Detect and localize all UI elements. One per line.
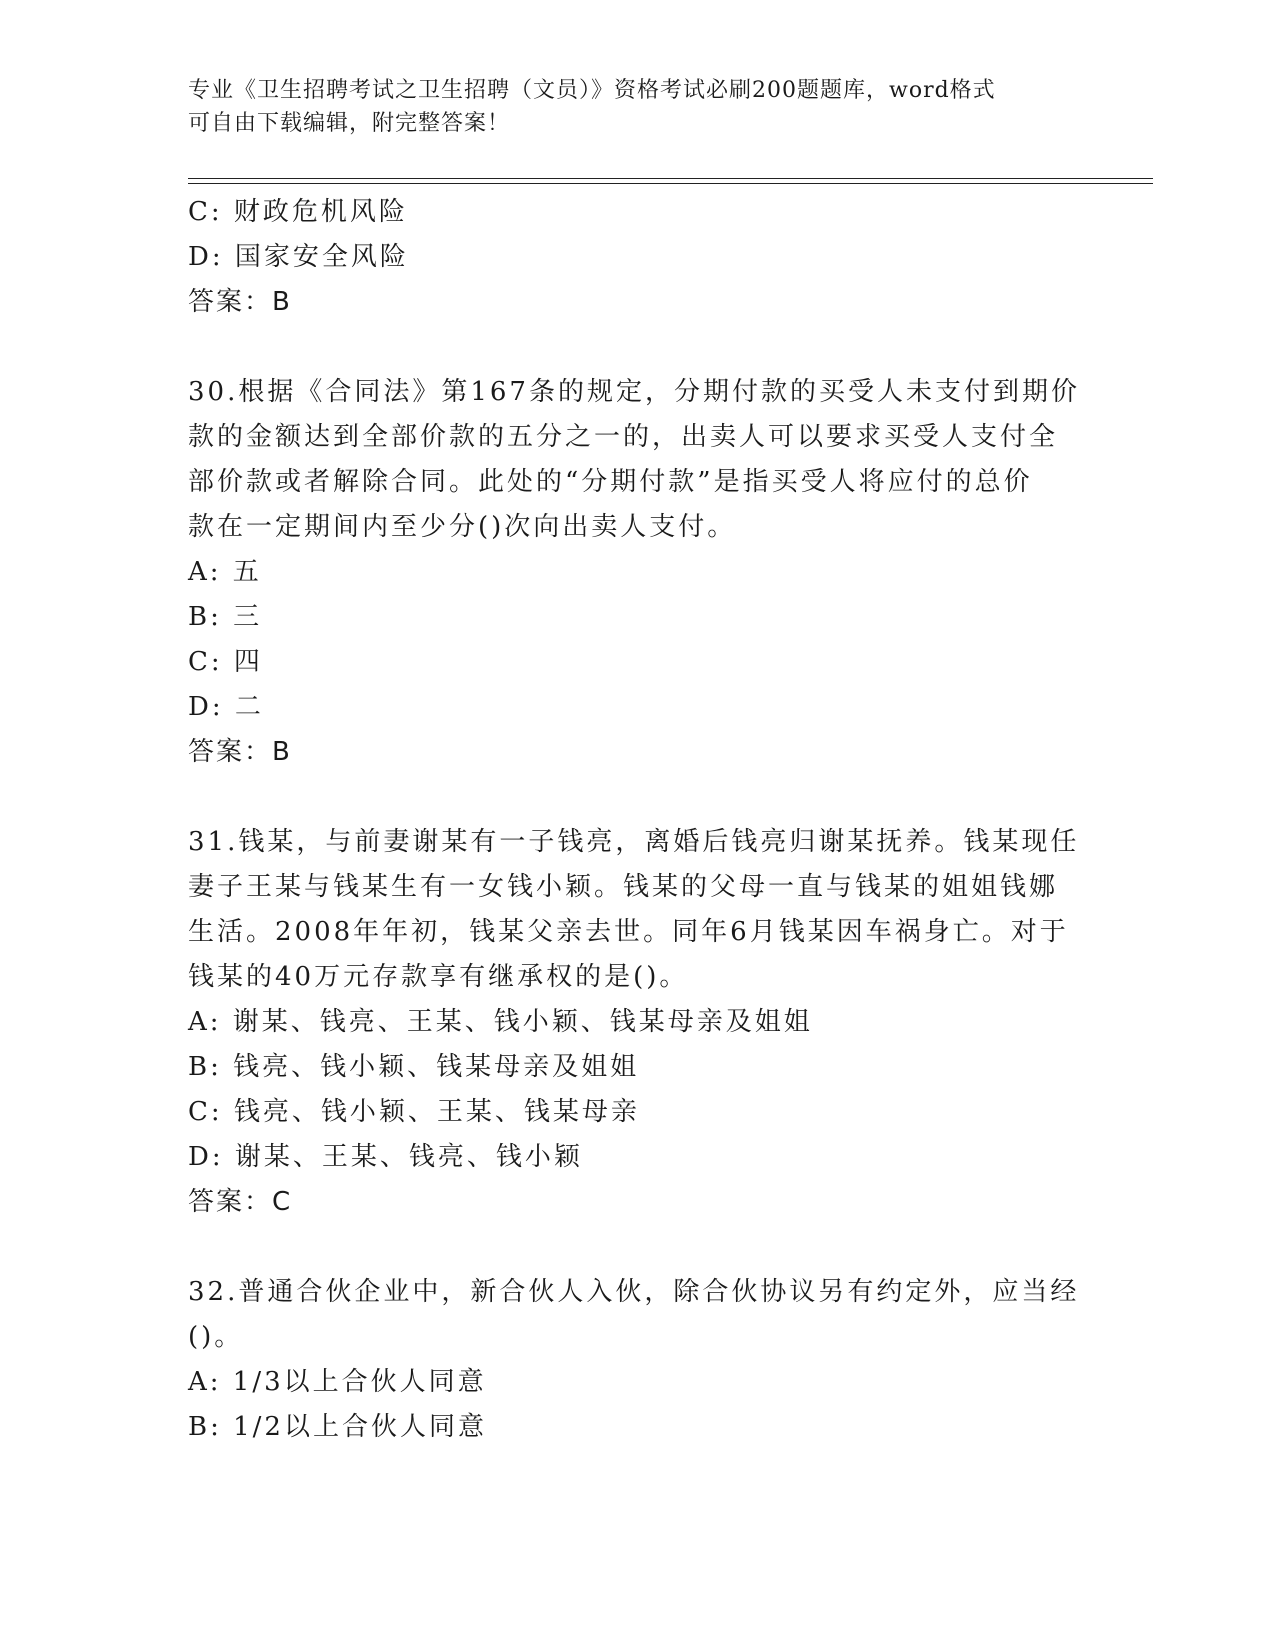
option-a: A: 谢某、钱亮、王某、钱小颖、钱某母亲及姐姐 (188, 1007, 813, 1037)
stem-line: 款在一定期间内至少分()次向出卖人支付。 (188, 512, 737, 542)
stem-line: 30.根据《合同法》第167条的规定，分期付款的买受人未支付到期价 (188, 377, 1080, 407)
question-32 (188, 1270, 1153, 1450)
document-page (188, 0, 1153, 1650)
option-d: D: 谢某、王某、钱亮、钱小颖 (188, 1142, 583, 1172)
header-line-1: 专业《卫生招聘考试之卫生招聘（文员）》资格考试必刷200题题库，word格式 (188, 78, 996, 103)
question-30 (188, 370, 1153, 775)
question-31 (188, 820, 1153, 1225)
header-rule-bottom (188, 183, 1153, 184)
option-c: C: 财政危机风险 (188, 197, 408, 227)
answer-line: 答案：B (188, 287, 292, 317)
previous-question-tail (188, 190, 1153, 325)
option-c: C: 钱亮、钱小颖、王某、钱某母亲 (188, 1097, 640, 1127)
question-stem (188, 370, 1153, 550)
option-d: D: 二 (188, 692, 264, 722)
stem-line: 妻子王某与钱某生有一女钱小颖。钱某的父母一直与钱某的姐姐钱娜 (188, 872, 1059, 902)
header-rule-top (188, 178, 1153, 179)
stem-line: 生活。2008年年初，钱某父亲去世。同年6月钱某因车祸身亡。对于 (188, 917, 1069, 947)
option-d: D: 国家安全风险 (188, 242, 409, 272)
document-content (188, 190, 1153, 1450)
stem-line: 钱某的40万元存款享有继承权的是()。 (188, 962, 689, 992)
page-header (188, 74, 1068, 140)
option-a: A: 1/3以上合伙人同意 (188, 1367, 487, 1397)
option-a: A: 五 (188, 557, 262, 587)
stem-line: ()。 (188, 1322, 244, 1352)
option-c: C: 四 (188, 647, 263, 677)
question-stem (188, 820, 1153, 1000)
question-stem (188, 1270, 1153, 1360)
stem-line: 部价款或者解除合同。此处的“分期付款”是指买受人将应付的总价 (188, 467, 1033, 497)
option-b: B: 三 (188, 602, 263, 632)
option-b: B: 1/2以上合伙人同意 (188, 1412, 487, 1442)
answer-line: 答案：C (188, 1187, 293, 1217)
stem-line: 32.普通合伙企业中，新合伙人入伙，除合伙协议另有约定外，应当经 (188, 1277, 1080, 1307)
answer-line: 答案：B (188, 737, 292, 767)
option-b: B: 钱亮、钱小颖、钱某母亲及姐姐 (188, 1052, 640, 1082)
stem-line: 31.钱某，与前妻谢某有一子钱亮，离婚后钱亮归谢某抚养。钱某现任 (188, 827, 1080, 857)
header-line-2: 可自由下载编辑，附完整答案！ (188, 111, 511, 136)
stem-line: 款的金额达到全部价款的五分之一的，出卖人可以要求买受人支付全 (188, 422, 1059, 452)
